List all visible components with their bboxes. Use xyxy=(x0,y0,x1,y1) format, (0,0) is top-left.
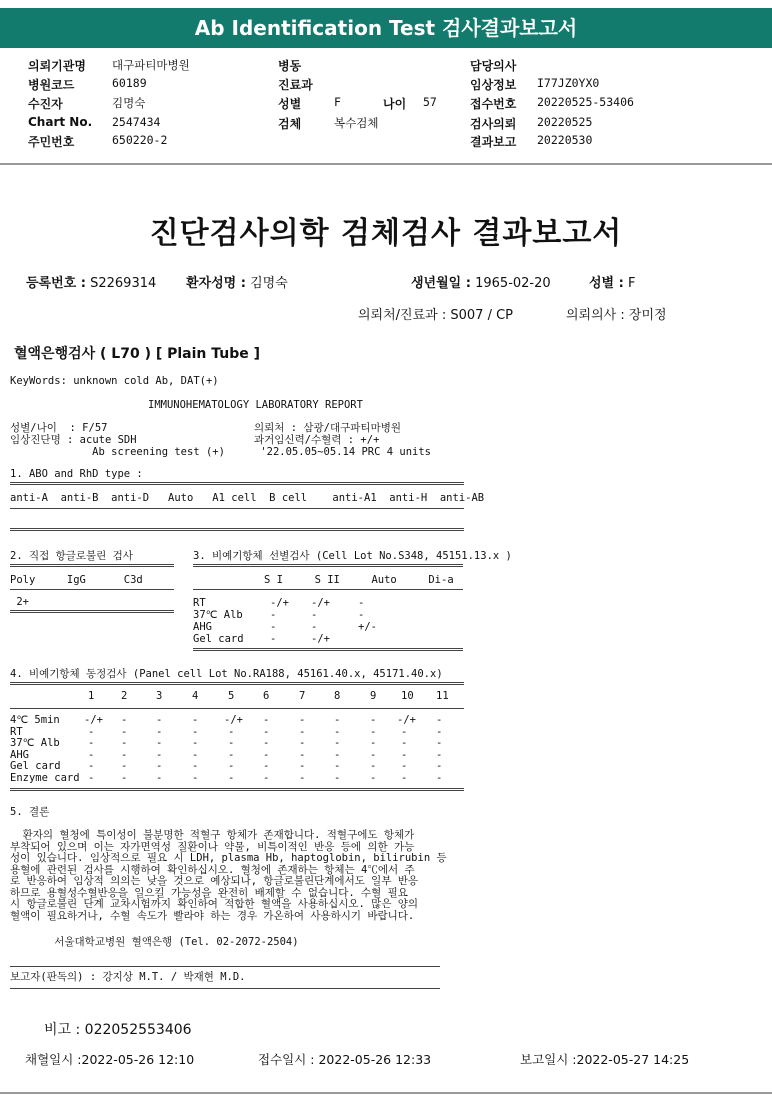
panel-cell: - xyxy=(299,714,306,726)
header-divider xyxy=(0,163,772,165)
reg-field: 등록번호 : S2269314 xyxy=(26,276,157,291)
receipt-value: 20220525-53406 xyxy=(537,95,634,109)
panel-cell: - xyxy=(436,737,443,750)
patient-sex-age: 성별/나이 : F/57 xyxy=(10,422,108,434)
screen-rule xyxy=(193,589,463,590)
panel-column-header: 7 xyxy=(299,690,306,702)
panel-cell: - xyxy=(401,748,408,761)
panel-cell: -/+ xyxy=(397,714,416,726)
hospital-field: 의뢰기관명 xyxy=(28,59,86,73)
panel-row-label: 4℃ 5min xyxy=(10,714,60,726)
panel-row-label: Gel card xyxy=(10,760,61,773)
code-label: 병원코드 xyxy=(28,78,75,92)
panel-cell: - xyxy=(192,737,199,750)
chart-label: Chart No. xyxy=(28,115,93,129)
doctor-label: 담당의사 xyxy=(470,59,517,73)
panel-cell: - xyxy=(88,725,95,738)
clinical-value: I77JZ0YX0 xyxy=(537,76,600,90)
panel-cell: - xyxy=(370,725,377,738)
panel-cell: - xyxy=(370,772,377,784)
panel-cell: - xyxy=(370,737,377,750)
panel-row-label: Enzyme card xyxy=(10,772,80,784)
panel-column-header: 4 xyxy=(192,690,199,702)
sex-value: F xyxy=(334,95,341,109)
name-field: 환자성명 : 김명숙 xyxy=(186,276,288,291)
request-value: 20220525 xyxy=(537,115,593,129)
transfusion: '22.05.05~05.14 PRC 4 units xyxy=(254,446,432,458)
panel-cell: -/+ xyxy=(224,714,243,726)
panel-cell: - xyxy=(228,760,235,773)
dat-rule xyxy=(10,589,174,590)
panel-column-header: 1 xyxy=(88,690,95,702)
panel-cell: - xyxy=(88,760,95,773)
abo-header: anti-A anti-B anti-D Auto A1 cell B cell anti-A1 anti-H anti-AB xyxy=(10,492,485,504)
panel-cell: - xyxy=(121,772,128,784)
panel-cell: - xyxy=(88,772,95,784)
age-value: 57 xyxy=(423,95,437,109)
screen-cell: -/+ xyxy=(270,597,289,609)
screen-cell: -/+ xyxy=(311,597,330,609)
screen-cell: - xyxy=(358,609,365,621)
chart-value: 2547434 xyxy=(112,115,161,129)
panel-cell: - xyxy=(192,714,199,726)
abo-rule xyxy=(10,508,464,509)
panel-row-label: AHG xyxy=(10,748,29,761)
screen-row-label: Gel card xyxy=(193,633,244,645)
conclusion-line: 부착되어 있으며 이는 자가면역성 질환이나 약물, 비특이적인 반응 등에 의한 가능 xyxy=(10,840,415,853)
panel-cell: - xyxy=(228,748,235,761)
panel-cell: - xyxy=(370,760,377,773)
screen-cell: - xyxy=(311,621,318,633)
panel-cell: - xyxy=(88,737,95,750)
screen-header: S I S II Auto Di-a xyxy=(264,574,454,586)
panel-cell: - xyxy=(436,772,443,784)
panel-cell: - xyxy=(192,772,199,784)
panel-cell: - xyxy=(156,714,163,726)
panel-cell: - xyxy=(228,737,235,750)
panel-cell: - xyxy=(370,714,377,726)
screen-cell: - xyxy=(270,621,277,633)
diagnosis: 임상진단명 : acute SDH xyxy=(10,434,137,446)
screen-cell: -/+ xyxy=(311,633,330,645)
dat-rule xyxy=(10,610,174,613)
panel-cell: - xyxy=(156,748,163,761)
screen-row-label: AHG xyxy=(193,621,212,633)
panel-cell: - xyxy=(401,760,408,773)
panel-column-header: 6 xyxy=(263,690,270,702)
report-value: 20220530 xyxy=(537,133,593,147)
specimen-label: 검체 xyxy=(278,117,302,131)
panel-cell: - xyxy=(299,737,306,750)
birth-field: 생년월일 : 1965-02-20 xyxy=(411,276,551,291)
panel-cell: - xyxy=(192,748,199,761)
panel-cell: - xyxy=(436,760,443,773)
screen-cell: - xyxy=(311,609,318,621)
code-value: 60189 xyxy=(112,76,147,90)
panel-cell: - xyxy=(192,760,199,773)
panel-cell: - xyxy=(263,772,270,784)
reporter-rule xyxy=(10,988,440,989)
rrn-value: 650220-2 xyxy=(112,133,168,147)
panel-row-label: 37℃ Alb xyxy=(10,737,60,750)
panel-cell: - xyxy=(121,737,128,750)
abo-section-title: 1. ABO and RhD type : xyxy=(10,468,143,480)
panel-cell: - xyxy=(228,772,235,784)
panel-column-header: 9 xyxy=(370,690,377,702)
panel-column-header: 3 xyxy=(156,690,163,702)
panel-cell: - xyxy=(299,748,306,761)
panel-cell: - xyxy=(263,725,270,738)
panel-cell: - xyxy=(156,725,163,738)
rrn-label: 주민번호 xyxy=(28,135,75,149)
panel-cell: - xyxy=(156,772,163,784)
panel-cell: - xyxy=(263,737,270,750)
dept-label: 진료과 xyxy=(278,78,313,92)
panel-column-header: 8 xyxy=(334,690,341,702)
history: 과거임신력/수혈력 : +/+ xyxy=(254,434,380,446)
screen-cell: - xyxy=(358,597,365,609)
panel-cell: - xyxy=(121,725,128,738)
reporter-rule xyxy=(10,966,440,967)
panel-cell: - xyxy=(334,772,341,784)
screen-section-title: 3. 비예기항체 선별검사 (Cell Lot No.S348, 45151.13.x ) xyxy=(193,550,512,562)
recipient-label: 수진자 xyxy=(28,97,63,111)
dat-rule xyxy=(10,564,174,567)
panel-rule xyxy=(10,682,464,685)
panel-cell: - xyxy=(263,748,270,761)
section-title: 혈액은행검사 ( L70 ) [ Plain Tube ] xyxy=(14,346,261,362)
panel-cell: - xyxy=(121,760,128,773)
panel-cell: - xyxy=(401,737,408,750)
panel-row-label: RT xyxy=(10,725,23,738)
panel-column-header: 11 xyxy=(436,690,449,702)
conclusion-line: 시 항글로불린 단계 교차시험까지 확인하여 적합한 혈액을 사용하십시오. 많은 양의 xyxy=(10,898,419,910)
remark: 비고 : 022052553406 xyxy=(44,1022,192,1038)
report-label: 결과보고 xyxy=(470,135,517,149)
panel-section-title: 4. 비예기항체 동정검사 (Panel cell Lot No.RA188, 45161.40.x, 45171.40.x) xyxy=(10,668,443,680)
panel-cell: - xyxy=(156,760,163,773)
referral: 의뢰처 : 삼광/대구파티마병원 xyxy=(254,422,402,434)
panel-rule xyxy=(10,708,464,709)
document-title: 진단검사의학 검체검사 결과보고서 xyxy=(149,216,623,251)
panel-cell: - xyxy=(401,725,408,738)
panel-column-header: 10 xyxy=(401,690,414,702)
panel-cell: - xyxy=(228,725,235,738)
panel-cell: - xyxy=(436,725,443,738)
lab-title: IMMUNOHEMATOLOGY LABORATORY REPORT xyxy=(148,399,363,411)
panel-cell: - xyxy=(436,748,443,761)
panel-cell: - xyxy=(436,714,443,726)
panel-cell: - xyxy=(401,772,408,784)
panel-column-header: 2 xyxy=(121,690,128,702)
panel-cell: - xyxy=(370,748,377,761)
conclusion-line: 환자의 혈청에 특이성이 불분명한 적혈구 항체가 존재합니다. 적혈구에도 항체가 xyxy=(10,829,415,841)
bottom-divider xyxy=(0,1092,772,1094)
panel-column-header: 5 xyxy=(228,690,235,702)
conclusion-line: 성이 있습니다. 임상적으로 필요 시 LDH, plasma Hb, haptoglobin, bilirubin 등 xyxy=(10,852,447,864)
conclusion-title: 5. 결론 xyxy=(10,806,50,818)
conclusion-line: 하므로 용혈성수혈반응을 일으킬 가능성을 완전히 배제할 수 없습니다. 수혈 필요 xyxy=(10,886,408,899)
receipt-label: 접수번호 xyxy=(470,97,517,111)
sex-label: 성별 xyxy=(278,97,302,111)
clinical-label: 임상정보 xyxy=(470,78,517,92)
abo-rule xyxy=(10,528,464,531)
dat-header: Poly IgG C3d xyxy=(10,574,143,586)
receive-time: 접수일시 : 2022-05-26 12:33 xyxy=(258,1052,432,1067)
dept-field: 의뢰처/진료과 : S007 / CP xyxy=(358,308,514,323)
screen-cell: +/- xyxy=(358,621,377,633)
screen-row-label: RT xyxy=(193,597,206,609)
panel-cell: - xyxy=(334,725,341,738)
panel-cell: - xyxy=(192,725,199,738)
reporter: 보고자(판독의) : 강지상 M.T. / 박재현 M.D. xyxy=(10,971,246,983)
collect-time: 채혈일시 :2022-05-26 12:10 xyxy=(25,1052,195,1067)
age-label: 나이 xyxy=(383,97,407,111)
blood-bank-contact: 서울대학교병원 혈액은행 (Tel. 02-2072-2504) xyxy=(10,936,299,948)
conclusion-line: 용혈에 관련된 검사를 시행하여 확인하십시오. 혈청에 존재하는 항체는 4℃에서 주 xyxy=(10,863,415,876)
ward-label: 병동 xyxy=(278,59,302,73)
panel-cell: - xyxy=(334,748,341,761)
report-time: 보고일시 :2022-05-27 14:25 xyxy=(520,1052,690,1067)
panel-cell: - xyxy=(156,737,163,750)
screen-row-label: 37℃ Alb xyxy=(193,609,243,621)
hospital-value: 대구파티마병원 xyxy=(112,58,190,72)
panel-cell: -/+ xyxy=(84,714,103,726)
panel-cell: - xyxy=(299,725,306,738)
screen-cell: - xyxy=(270,609,277,621)
panel-cell: - xyxy=(121,714,128,726)
abo-rule xyxy=(10,482,464,485)
conclusion-line: 혈액이 필요하거나, 수혈 속도가 빨라야 하는 경우 가온하여 사용하시기 바랍니다. xyxy=(10,909,415,922)
doctor-field: 의뢰의사 : 장미정 xyxy=(566,308,667,323)
panel-cell: - xyxy=(121,748,128,761)
dat-value: 2+ xyxy=(10,596,29,608)
panel-cell: - xyxy=(299,772,306,784)
screen-rule xyxy=(193,648,463,651)
recipient-value: 김명숙 xyxy=(112,96,146,110)
panel-cell: - xyxy=(263,714,270,726)
request-label: 검사의뢰 xyxy=(470,117,517,131)
screen-rule xyxy=(193,564,463,567)
sex-field: 성별 : F xyxy=(589,276,636,291)
panel-cell: - xyxy=(263,760,270,773)
panel-cell: - xyxy=(299,760,306,773)
screen-cell: - xyxy=(270,633,277,645)
panel-cell: - xyxy=(334,714,341,726)
panel-cell: - xyxy=(88,748,95,761)
panel-cell: - xyxy=(334,760,341,773)
panel-cell: - xyxy=(334,737,341,750)
conclusion-line: 로 반응하여 임상적 의의는 낮을 것으로 예상되나, 항글로불린단계에서도 일부 반응 xyxy=(10,875,419,887)
keywords: KeyWords: unknown cold Ab, DAT(+) xyxy=(10,375,219,387)
dat-section-title: 2. 직접 항글로불린 검사 xyxy=(10,550,133,562)
report-banner-title: Ab Identification Test 검사결과보고서 xyxy=(0,8,772,48)
panel-rule xyxy=(10,788,464,791)
specimen-value: 복수검체 xyxy=(334,116,379,130)
screening: Ab screening test (+) xyxy=(10,446,225,458)
